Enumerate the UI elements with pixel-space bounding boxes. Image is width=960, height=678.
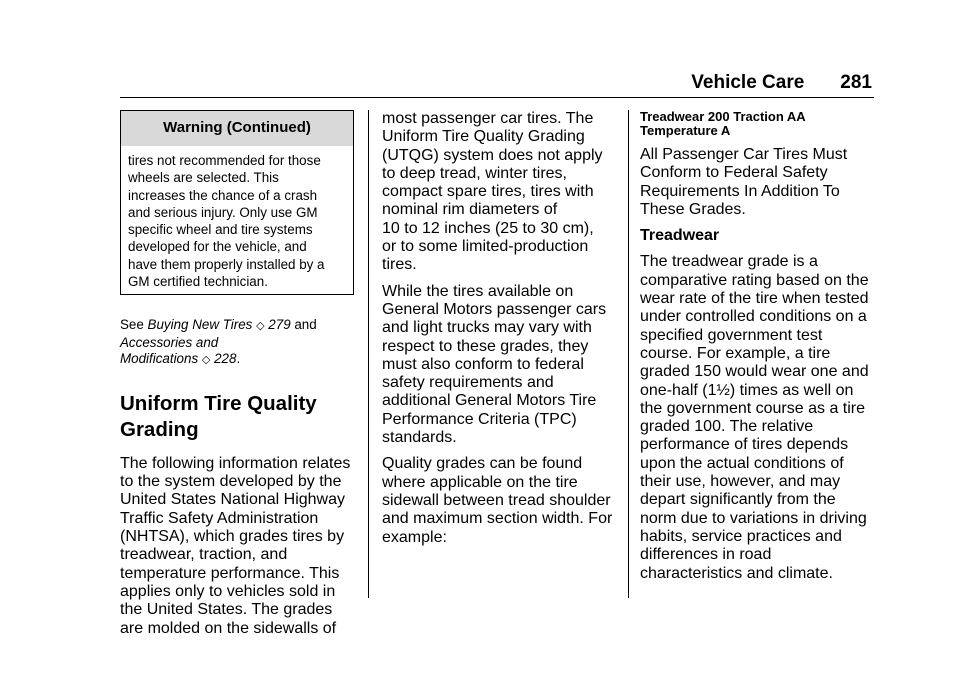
link-modifications[interactable]: Modifications — [120, 351, 199, 367]
paragraph: Quality grades can be found where applicable on the tire sidewall between tread shoulder and maximum section width. For example: — [382, 455, 613, 546]
warning-line: specific wheel and tire systems — [128, 222, 313, 238]
page-ref-icon: ◇ — [201, 354, 211, 367]
warning-line: and serious injury. Only use GM — [128, 204, 318, 220]
warning-line: GM certified technician. — [128, 274, 268, 290]
column-divider-2 — [628, 110, 629, 598]
warning-box — [120, 110, 354, 295]
paragraph: While the tires available on General Motors passenger cars and light trucks may vary with respect to these grades, they must also conform to federal safety requirements and additional General Motors Tire Performance Criteria (TPC) standards. — [382, 282, 607, 447]
warning-title: Warning (Continued) — [121, 111, 353, 146]
treadwear-heading: Treadwear — [640, 227, 720, 245]
column-3 — [640, 110, 876, 583]
link-accessories[interactable]: Accessories and — [120, 334, 219, 350]
warning-line: wheels are selected. This — [128, 170, 279, 186]
warning-body — [121, 146, 353, 294]
header-title: Vehicle Care — [691, 72, 805, 93]
warning-line: tires not recommended for those — [128, 153, 321, 168]
paragraph: The treadwear grade is a comparative rating based on the wear rate of the tire when tested under controlled conditions on a specified government test course. For example, a tire graded 150 would wear one and one-half (1½) times as well on the government course as a tire graded 100. The relative performance of tires depends upon the actual conditions of their use, however, and may depart significantly from the norm due to variations in driving habits, service practices and differences in road characteristics and climate. — [640, 253, 869, 582]
page-ref-icon: ◇ — [256, 320, 265, 333]
column-2 — [382, 110, 618, 555]
header-rule — [120, 97, 874, 98]
example-grade: Treadwear 200 Traction AA Temperature A — [640, 109, 806, 138]
page-ref-279[interactable]: 279 — [268, 317, 291, 333]
page-number: 281 — [840, 72, 872, 93]
warning-line: have them properly installed by a — [128, 256, 325, 272]
see-reference: See Buying New Tires ◇ 279 and Accessories and Modifications ◇ 228. — [120, 317, 317, 367]
page-ref-228[interactable]: 228 — [214, 351, 237, 367]
warning-line: developed for the vehicle, and — [128, 239, 307, 255]
paragraph: most passenger car tires. The Uniform Tire Quality Grading (UTQG) system does not apply to deep tread, winter tires, compact spare tires, tires with nominal rim diameters of 10 to 12 inches (25 to 30 cm), or to some limited-production tires. — [382, 110, 603, 274]
section-title: Uniform Tire Quality Grading — [120, 391, 317, 441]
page-header — [0, 72, 872, 94]
column-1 — [120, 110, 356, 638]
column-divider-1 — [368, 110, 369, 598]
link-buying-new-tires[interactable]: Buying New Tires — [147, 317, 253, 333]
paragraph: The following information relates to the system developed by the United States National Highway Traffic Safety Administration (NHTSA), which grades tires by treadwear, traction, and temperature performance. This applies only to vehicles sold in the United States. The grades are molded on the sidewalls of — [120, 454, 351, 637]
warning-line: increases the chance of a crash — [128, 187, 318, 203]
paragraph: All Passenger Car Tires Must Conform to Federal Safety Requirements In Addition To These Grades. — [640, 146, 848, 218]
